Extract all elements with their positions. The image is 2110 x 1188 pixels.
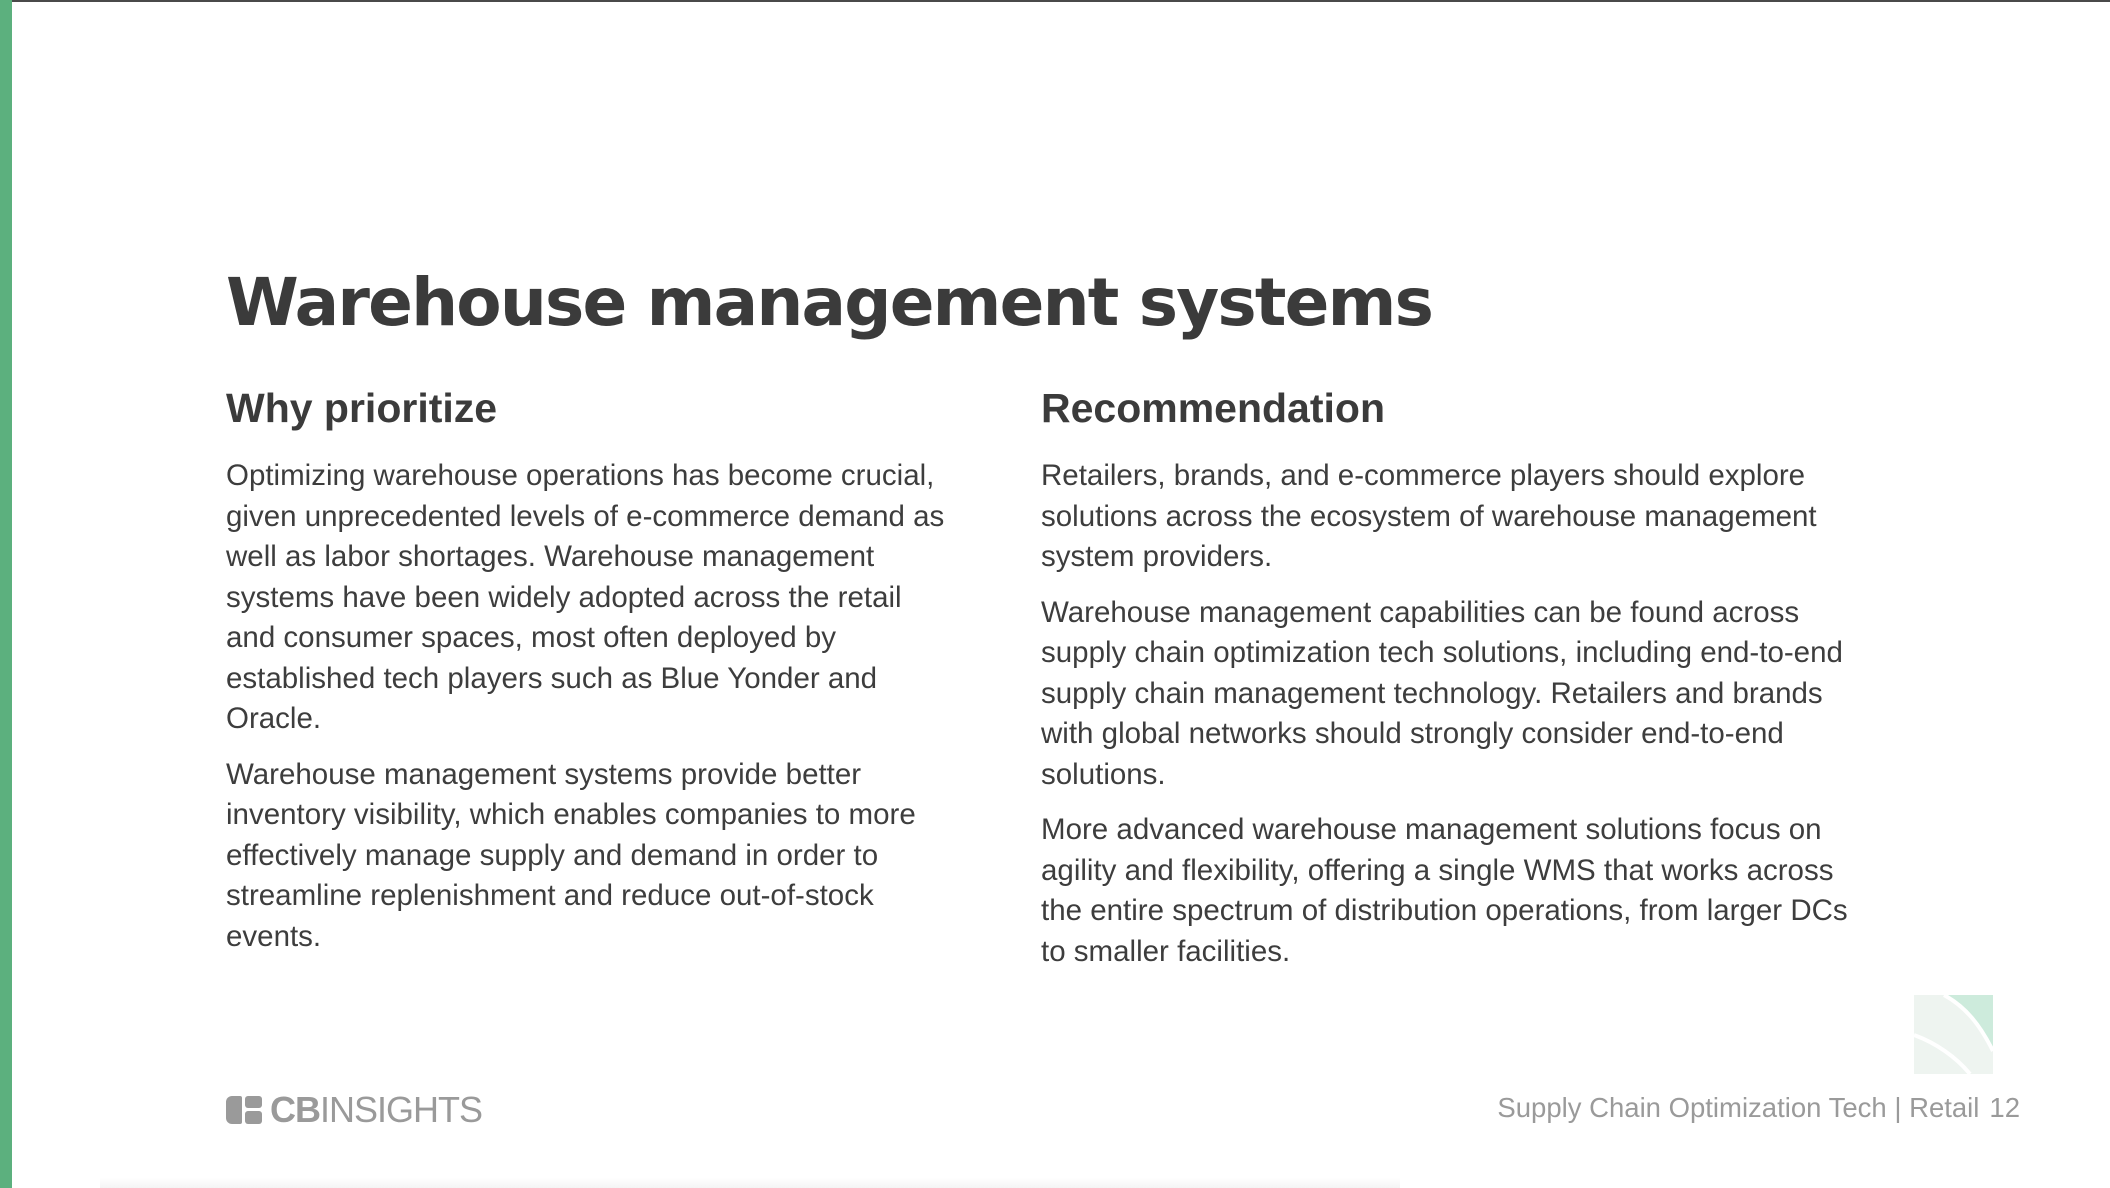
accent-bar [0, 0, 12, 1188]
page-number: 12 [1989, 1092, 2020, 1123]
top-rule [0, 0, 2110, 2]
why-prioritize-heading: Why prioritize [226, 385, 498, 431]
why-prioritize-paragraph-1: Optimizing warehouse operations has become crucial, given unprecedented levels of e-commerce demand as well as labor shortages. Warehouse management systems have been widely adopted across the retail and consumer spaces, most often deployed by established tech players such as Blue Yonder and Oracle. [226, 459, 945, 735]
cb-insights-logo-icon [226, 1096, 262, 1124]
recommendation-heading: Recommendation [1041, 385, 1385, 431]
corner-leaf-icon [1914, 995, 1993, 1074]
page-title: Warehouse management systems [226, 264, 1433, 341]
why-prioritize-paragraph-2: Warehouse management systems provide better inventory visibility, which enables companies to more effectively manage supply and demand in order to streamline replenishment and reduce out-of-stock events. [226, 757, 916, 953]
recommendation-paragraph-1: Retailers, brands, and e-commerce players should explore solutions across the ecosystem of warehouse management system providers. [1041, 459, 1817, 573]
footer [1497, 1090, 2020, 1126]
recommendation-paragraph-3: More advanced warehouse management solutions focus on agility and flexibility, offering a single WMS that works across the entire spectrum of distribution operations, from larger DCs to smaller facilities. [1041, 813, 1848, 968]
logo-text-cb: CB [270, 1089, 320, 1130]
recommendation-section [1041, 382, 1851, 987]
footer-report-title: Supply Chain Optimization Tech | Retail [1497, 1092, 1980, 1123]
bottom-edge-shadow [100, 1178, 1400, 1188]
recommendation-paragraph-2: Warehouse management capabilities can be found across supply chain optimization tech solutions, including end-to-end supply chain management technology. Retailers and brands with global networks should strongly consider end-to-end solutions. [1041, 595, 1843, 791]
cb-insights-logo [226, 1089, 483, 1130]
logo-text-insights: INSIGHTS [320, 1089, 483, 1130]
why-prioritize-section [226, 382, 956, 972]
